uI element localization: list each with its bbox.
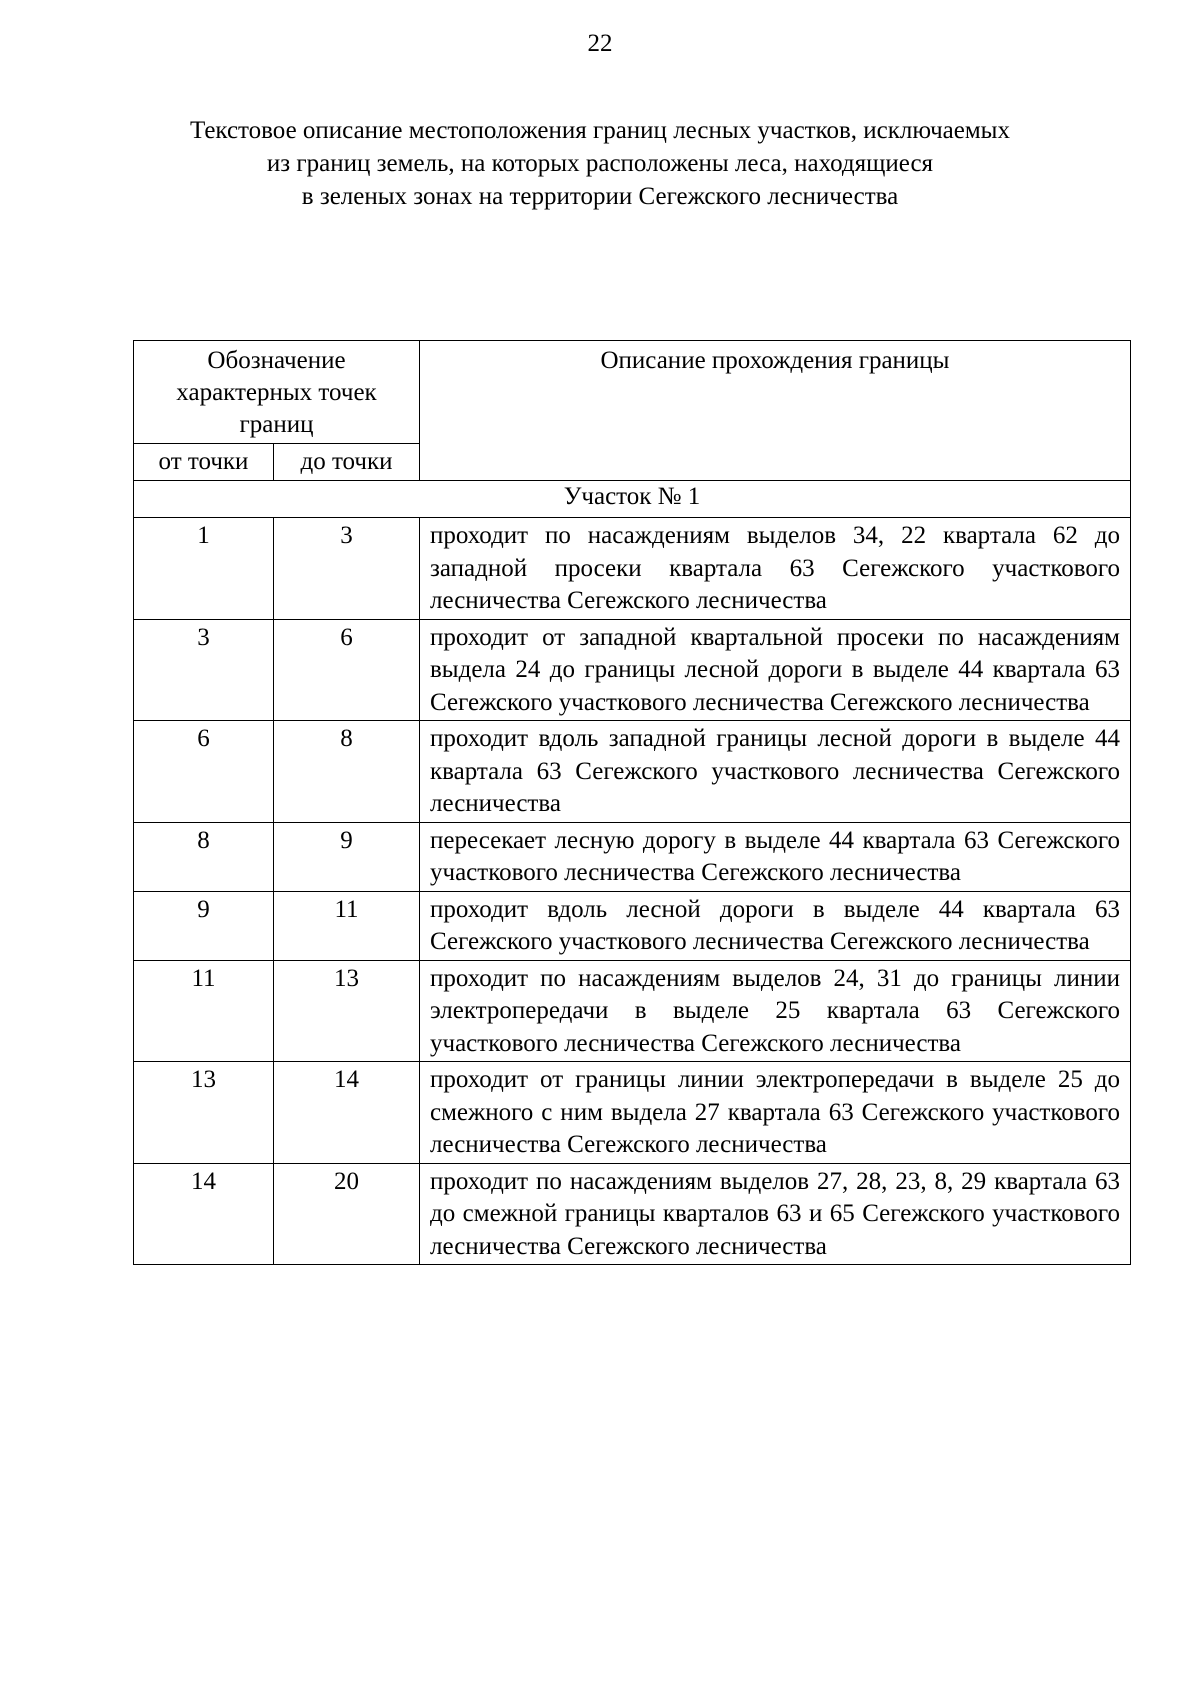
from-point-cell: 3 — [134, 619, 274, 721]
document-title-line-2: из границ земель, на которых расположены леса, находящиеся — [266, 150, 934, 177]
from-point-cell: 13 — [134, 1062, 274, 1164]
to-point-cell: 3 — [274, 518, 420, 620]
section-row — [134, 481, 1131, 518]
from-point-cell: 14 — [134, 1163, 274, 1265]
from-point-cell: 6 — [134, 721, 274, 823]
boundary-description-cell: проходит по насаждениям выделов 27, 28, 23, 8, 29 квартала 63 до смежной границы кварталов 63 и 65 Сегежского участкового лесничества Сегежского лесничества — [420, 1163, 1131, 1265]
boundary-description-cell: проходит от западной квартальной просеки по насаждениям выдела 24 до границы лесной дороги в выделе 44 квартала 63 Сегежского участкового лесничества Сегежского лесничества — [420, 619, 1131, 721]
to-point-cell: 13 — [274, 960, 420, 1062]
to-point-cell: 14 — [274, 1062, 420, 1164]
to-point-cell: 20 — [274, 1163, 420, 1265]
table-row — [134, 891, 1131, 960]
document-title-line-1: Текстовое описание местоположения границ лесных участков, исключаемых — [190, 117, 1010, 144]
header-description-cell: Описание прохождения границы — [420, 341, 1131, 481]
header-points-cell: Обозначение характерных точек границ — [134, 341, 420, 444]
from-point-cell: 11 — [134, 960, 274, 1062]
table-row — [134, 721, 1131, 823]
boundary-description-cell: проходит по насаждениям выделов 24, 31 до границы линии электропередачи в выделе 25 квартала 63 Сегежского участкового лесничества Сегежского лесничества — [420, 960, 1131, 1062]
table-row — [134, 1062, 1131, 1164]
section-title: Участок № 1 — [134, 481, 1131, 518]
boundary-description-cell: проходит вдоль лесной дороги в выделе 44 квартала 63 Сегежского участкового лесничества Сегежского лесничества — [420, 891, 1131, 960]
header-to-point: до точки — [274, 444, 420, 481]
boundary-description-cell: проходит от границы линии электропередачи в выделе 25 до смежного с ним выдела 27 квартала 63 Сегежского участкового лесничества Сегежского лесничества — [420, 1062, 1131, 1164]
from-point-cell: 9 — [134, 891, 274, 960]
from-point-cell: 8 — [134, 822, 274, 891]
table-row — [134, 518, 1131, 620]
boundary-description-cell: пересекает лесную дорогу в выделе 44 квартала 63 Сегежского участкового лесничества Сегежского лесничества — [420, 822, 1131, 891]
boundary-description-cell: проходит вдоль западной границы лесной дороги в выделе 44 квартала 63 Сегежского участкового лесничества Сегежского лесничества — [420, 721, 1131, 823]
table-row — [134, 960, 1131, 1062]
table-row — [134, 822, 1131, 891]
boundary-description-cell: проходит по насаждениям выделов 34, 22 квартала 62 до западной просеки квартала 63 Сегежского участкового лесничества Сегежского лесничества — [420, 518, 1131, 620]
document-title-line-3: в зеленых зонах на территории Сегежского лесничества — [301, 183, 899, 210]
to-point-cell: 9 — [274, 822, 420, 891]
from-point-cell: 1 — [134, 518, 274, 620]
page-number: 22 — [587, 30, 613, 57]
header-from-point: от точки — [134, 444, 274, 481]
to-point-cell: 6 — [274, 619, 420, 721]
to-point-cell: 8 — [274, 721, 420, 823]
document-title — [100, 114, 1100, 213]
table-header-row — [134, 341, 1131, 444]
table-row — [134, 619, 1131, 721]
boundary-description-table — [133, 340, 1131, 1265]
table-row — [134, 1163, 1131, 1265]
to-point-cell: 11 — [274, 891, 420, 960]
